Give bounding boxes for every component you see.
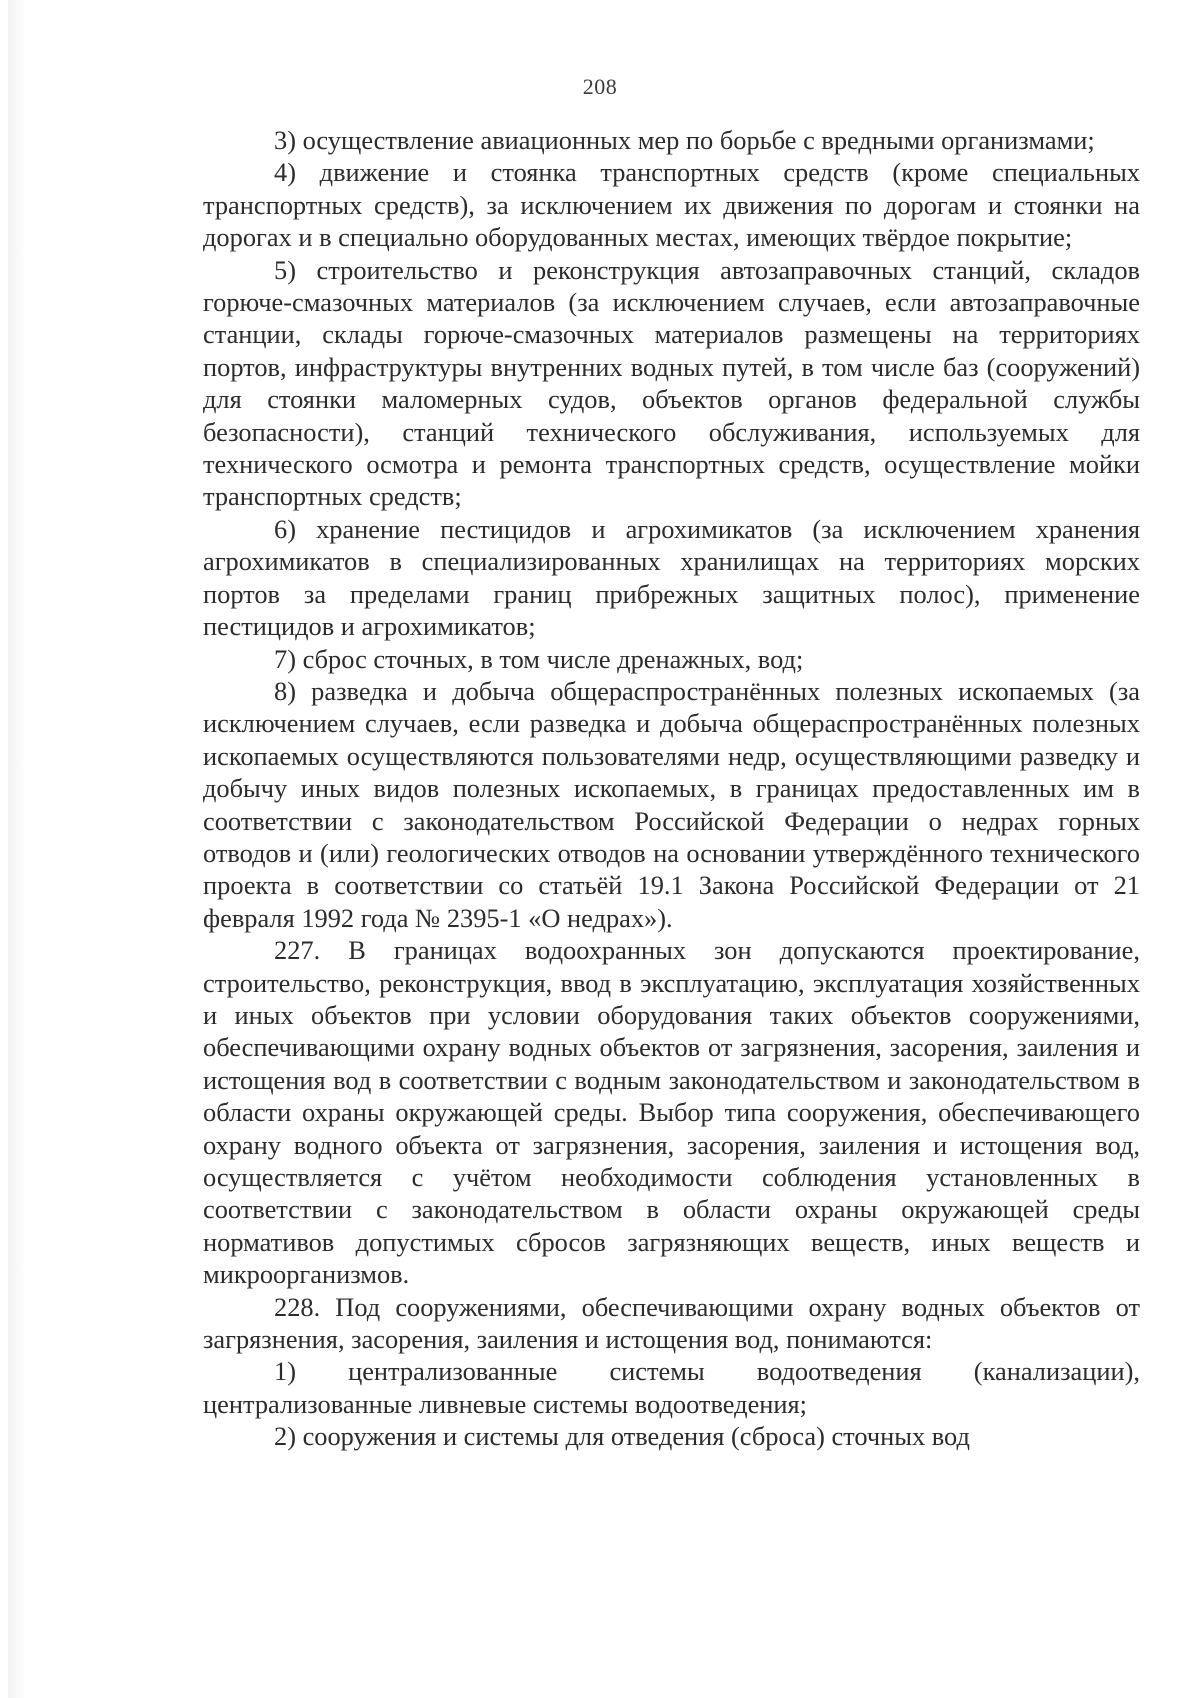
paragraph-item-5: 5) строительство и реконструкция автозаправочных станций, складов горюче-смазочных материалов (за исключением случаев, если автозаправочные станции, склады горюче-смазочных материалов размещены на территориях портов, инфраструктуры внутренних водных путей, в том числе баз (сооружений) для стоянки маломерных судов, объектов органов федеральной службы безопасности), станций технического обслуживания, используемых для технического осмотра и ремонта транспортных средств, осуществление мойки транспортных средств; [203,254,1140,512]
page-number: 208 [582,74,618,99]
paragraph-item-8: 8) разведка и добыча общераспространённых полезных ископаемых (за исключением случаев, если разведка и добыча общераспространённых полезных ископаемых осуществляются пользователями недр, осуществляющими разведку и добычу иных видов полезных ископаемых, в границах предоставленных им в соответствии с законодательством Российской Федерации о недрах горных отводов и (или) геологических отводов на основании утверждённого технического проекта в соответствии со статьёй 19.1 Закона Российской Федерации от 21 февраля 1992 года № 2395-1 «О недрах»). [203,675,1140,933]
paragraph-item-4: 4) движение и стоянка транспортных средств (кроме специальных транспортных средств), за исключением их движения по дорогам и стоянки на дорогах и в специально оборудованных местах, имеющих твёрдое покрытие; [203,157,1140,253]
paragraph-item-6: 6) хранение пестицидов и агрохимикатов (за исключением хранения агрохимикатов в специализированных хранилищах на территориях морских портов за пределами границ прибрежных защитных полос), применение пестицидов и агрохимикатов; [203,513,1140,642]
paragraph-item-3: 3) осуществление авиационных мер по борьбе с вредными организмами; [274,125,1095,155]
scan-edge-shadow [8,0,26,1698]
paragraph-item-1: 1) централизованные системы водоотведения (канализации), централизованные ливневые системы водоотведения; [203,1356,1140,1419]
paragraph-item-2: 2) сооружения и системы для отведения (сброса) сточных вод [274,1421,970,1452]
paragraph-clause-227: 227. В границах водоохранных зон допускаются проектирование, строительство, реконструкция, ввод в эксплуатацию, эксплуатация хозяйственных и иных объектов при условии оборудования таких объектов сооружениями, обеспечивающими охрану водных объектов от загрязнения, засорения, заиления и истощения вод в соответствии с водным законодательством и законодательством в области охраны окружающей среды. Выбор типа сооружения, обеспечивающего охрану водного объекта от загрязнения, засорения, заиления и истощения вод, осуществляется с учётом необходимости соблюдения установленных в соответствии с законодательством в области охраны окружающей среды нормативов допустимых сбросов загрязняющих веществ, иных веществ и микроорганизмов. [203,935,1140,1290]
document-body [203,124,1140,1453]
paragraph-clause-228: 228. Под сооружениями, обеспечивающими охрану водных объектов от загрязнения, засорения, заиления и истощения вод, понимаются: [203,1291,1140,1355]
paragraph-item-7: 7) сброс сточных, в том числе дренажных, вод; [274,643,804,674]
